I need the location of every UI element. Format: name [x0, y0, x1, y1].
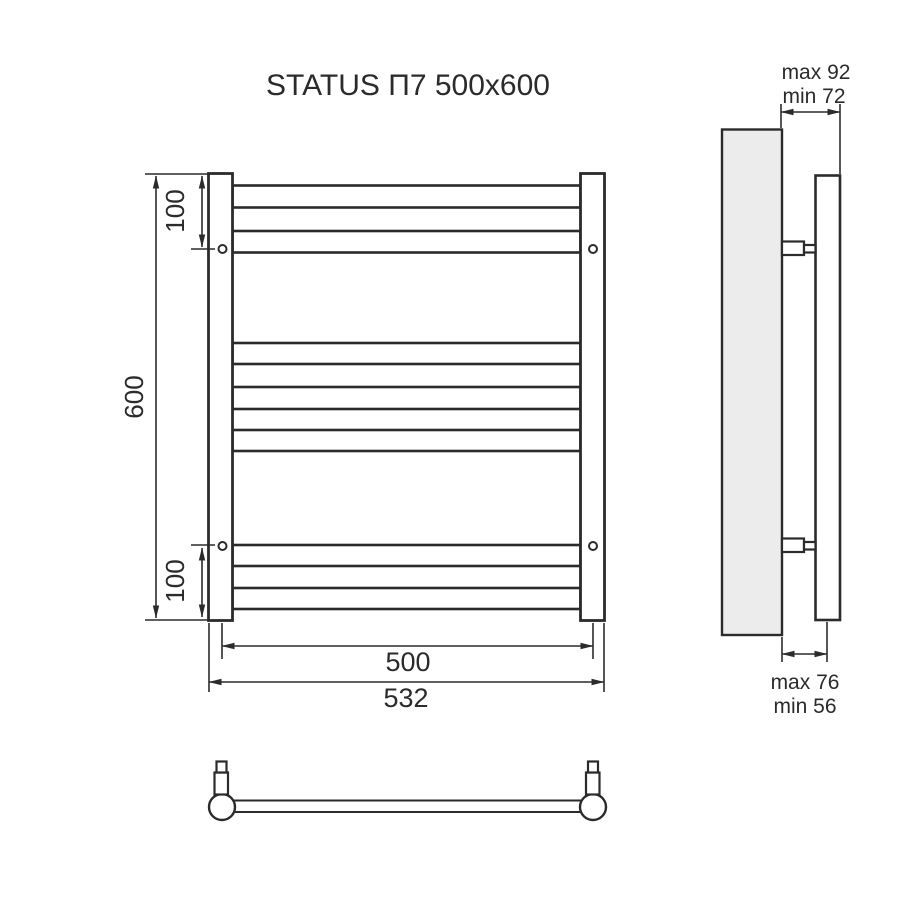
plan-post-right	[580, 794, 606, 820]
dim-bottom-clearance-max-label: max 76	[770, 671, 840, 694]
side-post-profile	[816, 176, 841, 621]
plan-bracket-right-cap	[588, 762, 598, 773]
dim-bottom-clearance-min-label: min 56	[773, 695, 837, 718]
dim-total-height-label: 600	[119, 375, 149, 419]
towel-bar-6	[233, 545, 581, 566]
wall-panel	[722, 130, 782, 636]
towel-bar-7	[233, 588, 581, 609]
plan-bracket-left-cap	[217, 762, 227, 773]
dim-top-clearance-max-label: max 92	[781, 61, 851, 84]
wall-bracket-bottom-tip	[804, 542, 816, 550]
plan-bracket-right-stem	[586, 773, 600, 795]
dim-overall-width-label: 532	[383, 683, 429, 713]
mounting-hole-bottom-left	[219, 542, 227, 550]
dim-bottom-offset-label: 100	[160, 559, 190, 603]
plan-view	[209, 762, 606, 821]
plan-bracket-left-stem	[215, 773, 229, 795]
mounting-hole-top-right	[589, 245, 597, 253]
wall-bracket-top-tip	[804, 245, 816, 253]
right-post	[581, 174, 605, 621]
towel-bar-1	[233, 186, 581, 208]
mounting-hole-top-left	[219, 245, 227, 253]
mounting-hole-bottom-right	[589, 542, 597, 550]
wall-bracket-bottom	[782, 539, 804, 553]
front-view	[209, 174, 605, 621]
plan-post-left	[209, 794, 235, 820]
dim-top-offset-label: 100	[160, 189, 190, 233]
plan-bar	[234, 801, 582, 813]
towel-bar-3	[233, 343, 581, 364]
side-view	[722, 61, 850, 718]
towel-bar-5	[233, 430, 581, 451]
left-post	[209, 174, 233, 621]
towel-bar-2	[233, 231, 581, 253]
dim-top-clearance-min-label: min 72	[782, 85, 846, 108]
wall-bracket-top	[782, 242, 804, 256]
dim-axis-width-label: 500	[385, 647, 431, 677]
towel-bar-4	[233, 387, 581, 409]
product-title: STATUS П7 500x600	[266, 69, 550, 102]
